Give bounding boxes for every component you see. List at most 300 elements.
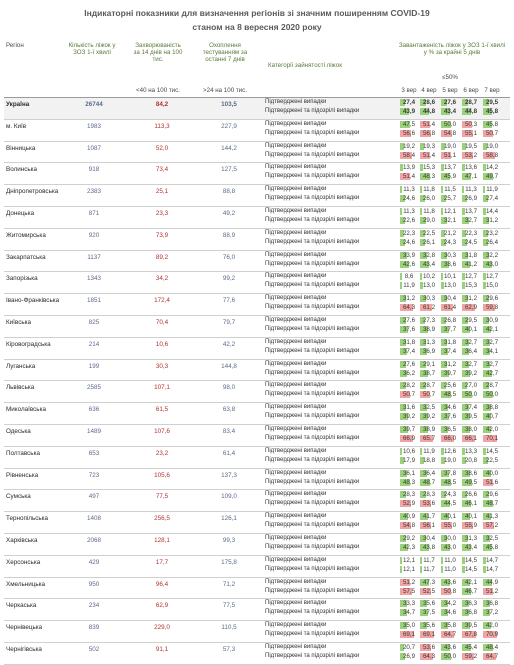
occupancy-value: 51,1 (443, 151, 457, 159)
occupancy-value: 64,7 (443, 631, 457, 639)
testing-value: 77,6 (222, 297, 236, 305)
region-row (4, 490, 510, 512)
occupancy-value: 40,9 (402, 513, 416, 521)
occupancy-value: 25,6 (443, 382, 457, 390)
occupancy-value: 37,6 (402, 326, 416, 333)
occupancy-value: 40,1 (464, 513, 478, 521)
occupancy-value: 39,5 (464, 622, 478, 630)
occupancy-value: 50,0 (464, 391, 478, 399)
occupancy-value: 13,9 (402, 164, 416, 172)
testing-threshold: >24 на 100 тис. (203, 87, 247, 94)
category-label: Підтверджені та підозрілі випадки (265, 304, 360, 311)
confirmed-subrow (261, 251, 510, 260)
occupancy-value: 47,1 (464, 173, 478, 181)
occupancy-value: 11,9 (486, 186, 498, 194)
testing-value: 88,9 (222, 231, 236, 239)
category-label: Підтверджені випадки (265, 99, 327, 105)
incidence-value: 107,6 (154, 428, 170, 435)
testing-value: 77,5 (222, 602, 236, 610)
occupancy-value: 17,9 (402, 456, 416, 464)
occupancy-value: 28,3 (422, 491, 436, 499)
testing-value: 79,7 (222, 319, 236, 326)
incidence-value: 84,2 (155, 101, 169, 108)
occupancy-value: 22,3 (402, 229, 416, 237)
occupancy-value: 29,5 (485, 99, 499, 106)
occupancy-value: 30,0 (443, 535, 457, 542)
occupancy-value: 30,3 (443, 251, 457, 259)
occupancy-value: 22,3 (464, 229, 478, 237)
region-row (4, 142, 510, 164)
suspected-subrow (261, 608, 510, 617)
suspected-subrow (261, 172, 510, 181)
region-name: Луганська (6, 362, 36, 370)
occupancy-value: 11,3 (403, 208, 415, 215)
day-header: 3 вер (401, 87, 417, 94)
confirmed-subrow (261, 381, 510, 390)
suspected-subrow (261, 303, 510, 312)
confirmed-subrow (261, 120, 510, 129)
occupancy-value: 39,2 (402, 413, 416, 421)
day-header: 4 вер (421, 87, 437, 94)
occupancy-value: 38,0 (464, 426, 478, 433)
occupancy-value: 46,7 (464, 587, 478, 595)
occupancy-value: 39,7 (443, 369, 457, 377)
beds-value: 1983 (86, 122, 101, 130)
occupancy-value: 50,7 (485, 129, 499, 137)
confirmed-subrow (261, 578, 510, 587)
occupancy-value: 38,8 (485, 404, 499, 412)
occupancy-value: 69,1 (402, 631, 416, 639)
testing-value: 98,0 (222, 384, 236, 392)
confirmed-subrow (261, 142, 510, 151)
occupancy-value: 31,2 (402, 295, 416, 303)
occupancy-value: 44,5 (443, 500, 457, 508)
occupancy-value: 43,0 (485, 260, 499, 268)
header-category: Категорії зайнятості ліжок (268, 62, 342, 69)
occupancy-value: 35,6 (422, 600, 436, 608)
occupancy-value: 66,0 (443, 435, 457, 442)
confirmed-subrow (261, 316, 510, 325)
region-row (4, 469, 510, 491)
occupancy-value: 48,4 (485, 644, 499, 651)
category-label: Підтверджені випадки (265, 360, 327, 367)
occupancy-value: 32,5 (485, 535, 499, 542)
incidence-value: 70,4 (155, 319, 169, 326)
occupancy-value: 35,6 (422, 622, 436, 630)
occupancy-value: 58,8 (485, 151, 499, 159)
occupancy-value: 19,3 (422, 142, 436, 150)
occupancy-value: 19,0 (443, 456, 457, 464)
occupancy-value: 50,7 (402, 391, 416, 399)
occupancy-value: 31,8 (443, 338, 457, 346)
occupancy-value: 14,5 (485, 447, 499, 455)
occupancy-value: 39,2 (422, 413, 436, 421)
region-name: Київська (6, 319, 32, 326)
occupancy-value: 34,1 (485, 347, 499, 355)
confirmed-subrow (261, 403, 510, 412)
category-label: Підтверджені випадки (265, 229, 327, 236)
occupancy-value: 42,3 (402, 544, 416, 551)
occupancy-value: 42,6 (402, 260, 416, 268)
category-label: Підтверджені випадки (265, 251, 327, 258)
occupancy-value: 31,8 (402, 338, 416, 346)
confirmed-subrow (261, 490, 510, 499)
category-label: Підтверджені та підозрілі випадки (265, 500, 360, 507)
occupancy-value: 13,6 (464, 164, 478, 172)
occupancy-value: 26,1 (422, 238, 436, 246)
region-row (4, 425, 510, 447)
occupancy-value: 41,2 (464, 260, 478, 268)
occupancy-value: 66,9 (402, 435, 416, 442)
confirmed-subrow (261, 207, 510, 216)
occupancy-value: 57,2 (485, 522, 499, 530)
occupancy-value: 55,9 (464, 522, 478, 530)
occupancy-value: 26,9 (402, 653, 416, 660)
testing-value: 126,1 (221, 515, 237, 523)
occupancy-value: 18,8 (422, 456, 436, 464)
suspected-subrow (261, 652, 510, 661)
region-row (4, 229, 510, 251)
occupancy-value: 43,6 (443, 644, 457, 651)
incidence-value: 73,9 (155, 231, 169, 239)
occupancy-value: 26,8 (443, 317, 457, 324)
region-name: Вінницька (6, 144, 36, 152)
occupancy-value: 27,6 (402, 317, 416, 324)
category-label: Підтверджені випадки (265, 491, 327, 498)
occupancy-value: 11,8 (423, 208, 435, 215)
confirmed-subrow (261, 469, 510, 478)
occupancy-value: 48,5 (443, 391, 457, 399)
occupancy-value: 51,4 (422, 151, 436, 159)
beds-value: 1087 (86, 144, 101, 152)
occupancy-value: 29,5 (464, 317, 478, 324)
page-title: Індикаторні показники для визначення регіонів зі значним поширенням COVID-19 (84, 8, 430, 18)
occupancy-value: 23,2 (485, 229, 499, 237)
header-occupancy: Завантаженість ліжок у ЗОЗ 1-ї хвилі у % за крайні 5 днів (398, 42, 506, 57)
suspected-subrow (261, 238, 510, 247)
testing-value: 227,9 (221, 122, 237, 130)
occupancy-value: 51,2 (402, 578, 416, 586)
region-name: Закарпатська (6, 253, 46, 261)
occupancy-value: 20,8 (464, 456, 478, 464)
occupancy-value: 10,6 (402, 447, 416, 455)
category-label: Підтверджені випадки (265, 404, 327, 411)
occupancy-value: 47,3 (422, 578, 436, 586)
occupancy-value: 70,9 (485, 631, 499, 639)
occupancy-value: 49,7 (485, 173, 499, 181)
beds-value: 429 (88, 558, 100, 566)
header-testing: Охоплення тестуванням за останні 7 днів (202, 42, 248, 64)
occupancy-value: 54,8 (443, 129, 457, 137)
category-label: Підтверджені випадки (265, 186, 327, 193)
suspected-subrow (261, 456, 510, 465)
occupancy-value: 29,1 (422, 360, 436, 368)
incidence-threshold: <40 на 100 тис. (136, 87, 180, 94)
occupancy-threshold: ≤50% (442, 74, 458, 81)
category-label: Підтверджені та підозрілі випадки (265, 260, 360, 267)
occupancy-value: 28,7 (485, 382, 499, 390)
occupancy-value: 39,7 (402, 426, 416, 433)
occupancy-value: 14,4 (485, 208, 499, 215)
region-name: Дніпропетровська (6, 188, 59, 196)
occupancy-value: 37,4 (402, 347, 416, 355)
suspected-subrow (261, 129, 510, 138)
category-label: Підтверджені та підозрілі випадки (265, 282, 360, 289)
testing-value: 61,4 (222, 449, 236, 457)
occupancy-value: 40,7 (485, 413, 499, 421)
beds-value: 653 (88, 449, 100, 457)
region-name: м. Київ (6, 122, 27, 130)
confirmed-subrow (261, 643, 510, 652)
incidence-value: 107,1 (154, 384, 170, 392)
occupancy-value: 11,7 (423, 565, 435, 573)
occupancy-value: 56,8 (422, 129, 436, 137)
confirmed-subrow (261, 512, 510, 521)
occupancy-value: 32,7 (485, 338, 499, 346)
occupancy-value: 24,3 (443, 491, 457, 499)
region-row (4, 163, 510, 185)
beds-value: 1137 (87, 253, 101, 261)
occupancy-value: 50,3 (464, 120, 478, 128)
category-label: Підтверджені випадки (265, 382, 327, 389)
occupancy-value: 13,0 (443, 282, 457, 290)
category-label: Підтверджені випадки (265, 578, 327, 585)
incidence-value: 10,6 (155, 340, 169, 348)
occupancy-value: 26,0 (422, 195, 436, 203)
occupancy-value: 45,8 (485, 544, 499, 551)
occupancy-value: 43,6 (443, 578, 457, 586)
beds-value: 871 (88, 210, 100, 217)
testing-value: 71,2 (222, 580, 236, 588)
occupancy-value: 66,1 (464, 435, 478, 442)
region-name: Житомирська (6, 231, 46, 239)
occupancy-value: 59,8 (485, 304, 499, 312)
occupancy-value: 32,5 (422, 404, 436, 412)
testing-value: 103,5 (221, 101, 237, 108)
occupancy-value: 43,9 (402, 108, 416, 115)
incidence-value: 172,4 (154, 297, 170, 305)
occupancy-value: 42,0 (485, 622, 499, 630)
occupancy-value: 11,0 (444, 565, 456, 573)
occupancy-value: 59,2 (464, 653, 478, 660)
occupancy-value: 37,8 (443, 469, 457, 477)
occupancy-value: 38,9 (422, 426, 436, 433)
testing-value: 83,4 (222, 428, 236, 435)
category-label: Підтверджені та підозрілі випадки (265, 108, 360, 114)
incidence-value: 34,2 (155, 275, 169, 283)
occupancy-value: 27,3 (422, 317, 436, 324)
occupancy-value: 11,3 (465, 186, 477, 194)
occupancy-value: 37,4 (464, 404, 478, 412)
occupancy-value: 12,1 (443, 208, 457, 215)
occupancy-value: 29,2 (402, 535, 416, 542)
confirmed-subrow (261, 621, 510, 630)
occupancy-value: 49,5 (464, 478, 478, 486)
region-row (4, 272, 510, 294)
occupancy-value: 21,2 (443, 229, 457, 237)
occupancy-value: 20,7 (402, 644, 416, 651)
occupancy-value: 43,4 (422, 260, 436, 268)
confirmed-subrow (261, 338, 510, 347)
occupancy-value: 53,6 (422, 644, 436, 651)
beds-value: 1408 (86, 515, 101, 523)
suspected-subrow (261, 347, 510, 356)
suspected-subrow (261, 543, 510, 552)
occupancy-value: 42,7 (485, 369, 499, 377)
region-name: Тернопільська (6, 515, 49, 523)
testing-value: 88,8 (222, 188, 236, 196)
region-row (4, 599, 510, 621)
category-label: Підтверджені та підозрілі випадки (265, 587, 360, 594)
category-label: Підтверджені випадки (265, 622, 327, 629)
occupancy-value: 31,3 (422, 338, 436, 346)
occupancy-value: 51,2 (485, 587, 499, 595)
occupancy-value: 15,0 (485, 282, 499, 290)
beds-value: 199 (88, 362, 100, 370)
occupancy-value: 31,3 (464, 535, 478, 542)
occupancy-value: 36,4 (422, 469, 436, 477)
category-label: Підтверджені та підозрілі випадки (265, 217, 360, 223)
category-label: Підтверджені випадки (265, 295, 327, 302)
occupancy-value: 70,1 (485, 435, 499, 442)
occupancy-value: 29,6 (485, 295, 499, 303)
beds-value: 950 (88, 580, 100, 588)
occupancy-value: 14,5 (464, 556, 478, 564)
occupancy-value: 26,9 (464, 195, 478, 203)
occupancy-value: 38,6 (464, 469, 478, 477)
occupancy-value: 14,2 (485, 164, 499, 172)
confirmed-subrow (261, 447, 510, 456)
occupancy-value: 12,7 (464, 273, 478, 281)
confirmed-subrow (261, 272, 510, 281)
incidence-value: 89,2 (155, 253, 169, 261)
beds-value: 1851 (86, 297, 101, 305)
region-row (4, 621, 510, 643)
occupancy-value: 36,8 (485, 600, 499, 608)
category-label: Підтверджені та підозрілі випадки (265, 478, 360, 485)
occupancy-value: 12,7 (485, 273, 499, 281)
occupancy-value: 11,9 (403, 282, 415, 290)
category-label: Підтверджені та підозрілі випадки (265, 631, 360, 638)
category-label: Підтверджені та підозрілі випадки (265, 391, 360, 398)
category-label: Підтверджені та підозрілі випадки (265, 347, 360, 354)
testing-value: 175,8 (221, 558, 237, 566)
occupancy-value: 52,9 (402, 500, 416, 508)
region-name: Херсонська (6, 558, 41, 566)
occupancy-value: 50,8 (443, 587, 457, 595)
category-label: Підтверджені та підозрілі випадки (265, 238, 360, 245)
confirmed-subrow (261, 425, 510, 434)
testing-value: 76,0 (222, 253, 236, 261)
category-label: Підтверджені випадки (265, 556, 327, 563)
occupancy-value: 40,1 (443, 513, 457, 521)
occupancy-value: 37,6 (443, 413, 457, 421)
suspected-subrow (261, 194, 510, 203)
region-name: Одеська (6, 428, 31, 435)
category-label: Підтверджені випадки (265, 513, 327, 520)
occupancy-value: 24,3 (443, 238, 457, 246)
occupancy-value: 32,7 (485, 360, 499, 368)
occupancy-value: 51,4 (422, 120, 436, 128)
occupancy-value: 22,5 (485, 456, 499, 464)
incidence-value: 229,0 (154, 624, 170, 632)
occupancy-value: 61,2 (422, 304, 436, 312)
header-beds: Кількість ліжок у ЗОЗ 1-ї хвилі (68, 42, 116, 57)
beds-value: 920 (88, 231, 100, 239)
occupancy-value: 32,2 (485, 251, 499, 259)
region-row (4, 403, 510, 425)
suspected-subrow (261, 412, 510, 421)
incidence-value: 30,3 (155, 362, 169, 370)
testing-value: 42,2 (222, 340, 236, 348)
category-label: Підтверджені випадки (265, 164, 327, 171)
occupancy-value: 13,7 (443, 164, 457, 172)
testing-value: 137,3 (221, 471, 237, 479)
beds-value: 214 (88, 340, 100, 348)
occupancy-value: 36,1 (402, 469, 416, 477)
occupancy-value: 26,4 (485, 238, 499, 246)
occupancy-value: 64,3 (422, 653, 436, 660)
occupancy-value: 29,0 (422, 217, 436, 224)
beds-value: 1343 (86, 275, 101, 283)
region-name: Рівненська (6, 471, 39, 479)
occupancy-value: 44,8 (464, 108, 478, 115)
suspected-subrow (261, 587, 510, 596)
occupancy-value: 32,8 (422, 251, 436, 259)
confirmed-subrow (261, 599, 510, 608)
suspected-subrow (261, 151, 510, 160)
region-row (4, 98, 510, 120)
occupancy-value: 12,6 (443, 447, 457, 455)
occupancy-value: 11,5 (444, 186, 456, 194)
occupancy-value: 29,6 (485, 491, 499, 499)
testing-value: 99,2 (222, 275, 236, 283)
occupancy-value: 67,8 (464, 631, 478, 639)
occupancy-value: 43,4 (464, 544, 478, 551)
occupancy-value: 13,0 (422, 282, 436, 290)
region-name: Чернівецька (6, 624, 43, 632)
occupancy-value: 50,0 (443, 120, 457, 128)
category-label: Підтверджені та підозрілі випадки (265, 522, 360, 529)
incidence-value: 105,6 (154, 471, 170, 479)
occupancy-value: 64,3 (402, 304, 416, 312)
beds-value: 2383 (86, 188, 101, 196)
incidence-value: 62,9 (155, 602, 169, 610)
occupancy-value: 33,9 (402, 251, 416, 259)
occupancy-value: 53,6 (422, 500, 436, 508)
confirmed-subrow (261, 229, 510, 238)
occupancy-value: 39,5 (464, 413, 478, 421)
suspected-subrow (261, 390, 510, 399)
confirmed-subrow (261, 360, 510, 369)
occupancy-value: 35,0 (402, 622, 416, 630)
occupancy-value: 48,7 (485, 500, 499, 508)
occupancy-value: 48,3 (402, 478, 416, 486)
occupancy-value: 50,0 (443, 653, 457, 660)
region-name: Хмельницька (6, 580, 46, 588)
occupancy-value: 26,6 (464, 491, 478, 499)
beds-value: 825 (88, 319, 100, 326)
incidence-value: 91,1 (155, 646, 169, 653)
occupancy-value: 28,2 (402, 382, 416, 390)
category-label: Підтверджені випадки (265, 338, 327, 345)
occupancy-value: 37,4 (443, 347, 457, 355)
occupancy-value: 36,8 (464, 609, 478, 617)
occupancy-value: 36,4 (464, 347, 478, 355)
occupancy-value: 48,7 (422, 478, 436, 486)
incidence-value: 77,5 (155, 493, 169, 501)
beds-value: 234 (88, 602, 100, 610)
